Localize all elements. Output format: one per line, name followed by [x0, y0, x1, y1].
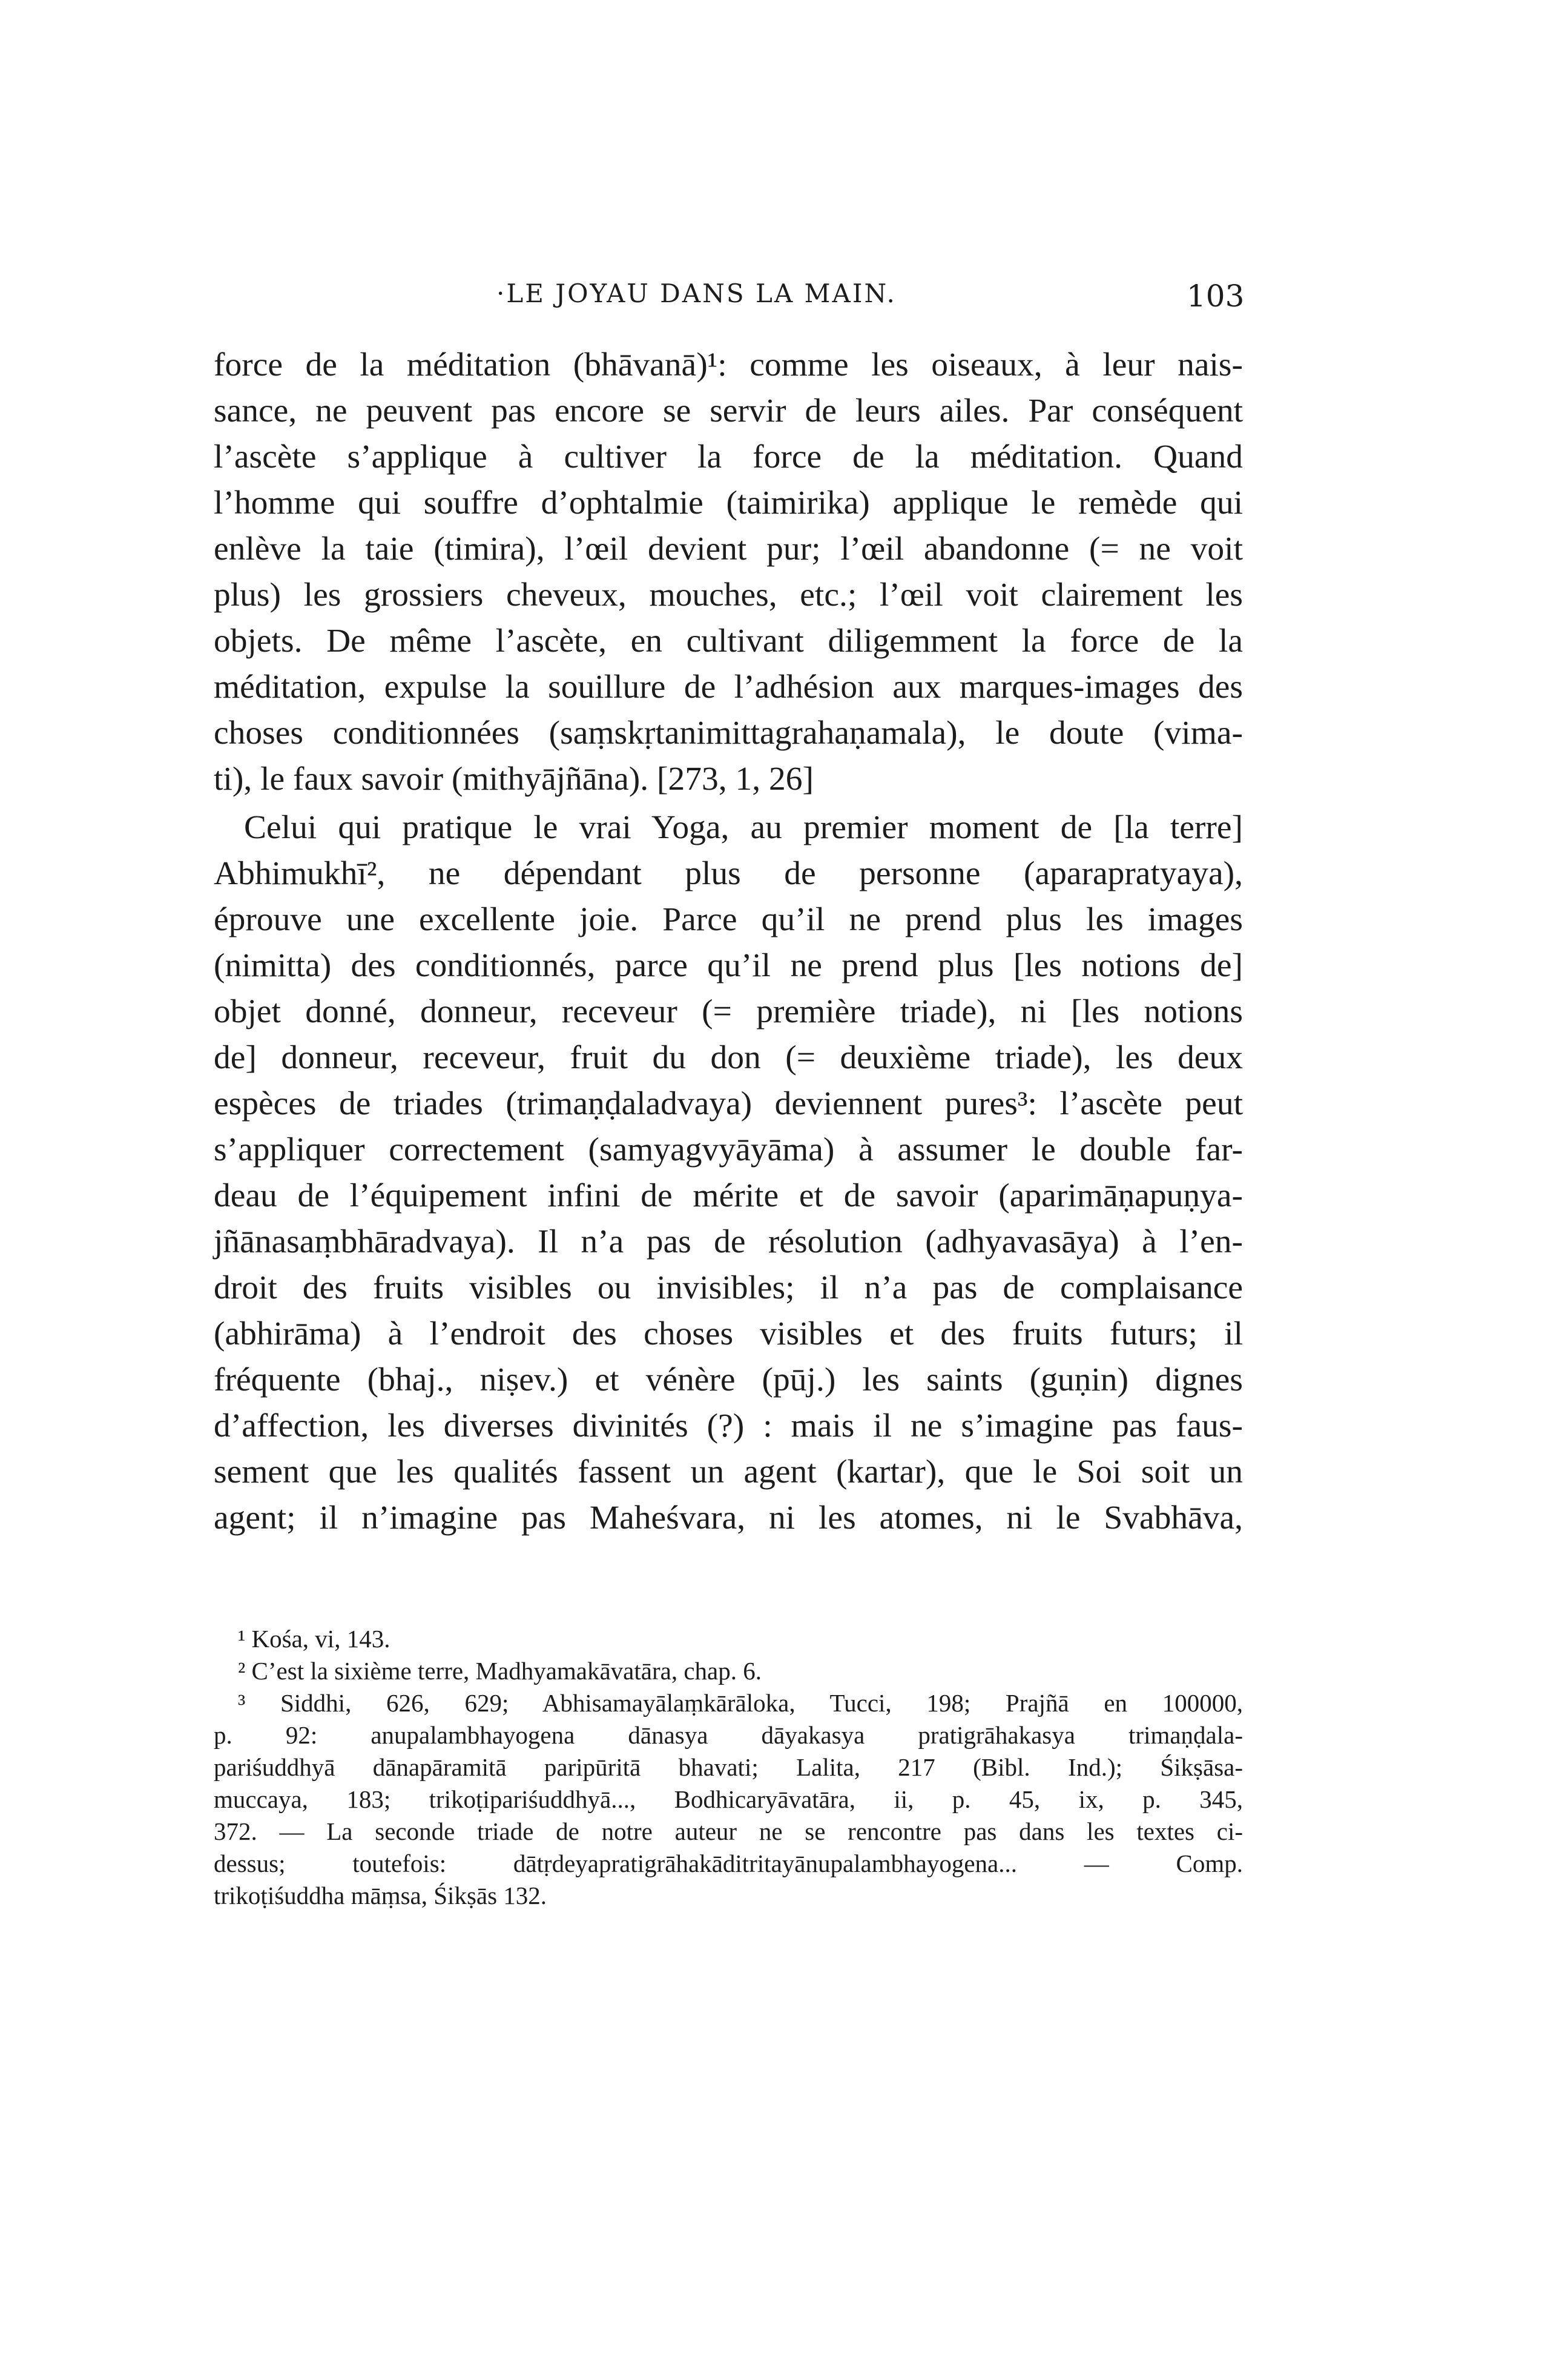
text-line: ti), le faux savoir (mithyājñāna). [273, 1, 26]	[214, 761, 814, 798]
footnote-line: ¹ Kośa, vi, 143.	[238, 1625, 390, 1653]
footnote-line: p. 92: anupalambhayogena dānasya dāyakasya pratigrāhakasya trimaṇḍala-	[214, 1721, 1243, 1749]
footnote-line: ² C’est la sixième terre, Madhyamakāvatāra, chap. 6.	[238, 1657, 762, 1685]
running-title: ·LE JOYAU DANS LA MAIN.	[496, 279, 897, 308]
text-line: d’affection, les diverses divinités (?) : mais il ne s’imagine pas faus-	[214, 1407, 1243, 1444]
text-line: Abhimukhī², ne dépendant plus de personne (aparapratyaya),	[214, 855, 1243, 892]
text-line: espèces de triades (trimaṇḍaladvaya) deviennent pures³: l’ascète peut	[214, 1085, 1243, 1122]
text-line: (abhirāma) à l’endroit des choses visibles et des fruits futurs; il	[214, 1315, 1243, 1352]
main-text	[214, 342, 1243, 1541]
text-line: s’appliquer correctement (samyagvyāyāma) à assumer le double far-	[214, 1131, 1243, 1168]
text-line: sance, ne peuvent pas encore se servir de leurs ailes. Par conséquent	[214, 392, 1243, 429]
footnote-line: ³ Siddhi, 626, 629; Abhisamayālaṃkārāloka, Tucci, 198; Prajñā en 100000,	[238, 1689, 1243, 1717]
page-number: 103	[1187, 279, 1245, 314]
text-line: Celui qui pratique le vrai Yoga, au premier moment de [la terre]	[244, 809, 1243, 846]
text-line: méditation, expulse la souillure de l’adhésion aux marques-images des	[214, 669, 1243, 706]
text-line: droit des fruits visibles ou invisibles; il n’a pas de complaisance	[214, 1269, 1243, 1306]
text-line: fréquente (bhaj., niṣev.) et vénère (pūj.) les saints (guṇin) dignes	[214, 1361, 1243, 1398]
footnote-line: pariśuddhyā dānapāramitā paripūritā bhavati; Lalita, 217 (Bibl. Ind.); Śikṣāsa-	[214, 1753, 1243, 1781]
footnote-line: trikoṭiśuddha māṃsa, Śikṣās 132.	[214, 1882, 547, 1909]
footnotes	[214, 1623, 1243, 1912]
text-line: deau de l’équipement infini de mérite et de savoir (aparimāṇapuṇya-	[214, 1177, 1243, 1214]
text-line: objet donné, donneur, receveur (= première triade), ni [les notions	[214, 993, 1243, 1030]
text-line: éprouve une excellente joie. Parce qu’il ne prend plus les images	[214, 901, 1243, 938]
text-line: (nimitta) des conditionnés, parce qu’il ne prend plus [les notions de]	[214, 947, 1243, 984]
text-line: l’ascète s’applique à cultiver la force de la méditation. Quand	[214, 438, 1243, 475]
footnote-line: 372. — La seconde triade de notre auteur ne se rencontre pas dans les textes ci-	[214, 1817, 1243, 1845]
text-line: force de la méditation (bhāvanā)¹: comme les oiseaux, à leur nais-	[214, 346, 1243, 383]
text-line: sement que les qualités fassent un agent (kartar), que le Soi soit un	[214, 1453, 1243, 1490]
text-line: objets. De même l’ascète, en cultivant diligemment la force de la	[214, 623, 1243, 659]
text-line: plus) les grossiers cheveux, mouches, etc.; l’œil voit clairement les	[214, 577, 1243, 613]
text-line: de] donneur, receveur, fruit du don (= deuxième triade), les deux	[214, 1039, 1243, 1076]
text-line: jñānasaṃbhāradvaya). Il n’a pas de résolution (adhyavasāya) à l’en-	[214, 1223, 1243, 1260]
footnote-line: dessus; toutefois: dātṛdeyapratigrāhakāditritayānupalambhayogena... — Comp.	[214, 1849, 1243, 1877]
text-line: agent; il n’imagine pas Maheśvara, ni les atomes, ni le Svabhāva,	[214, 1499, 1243, 1536]
text-line: enlève la taie (timira), l’œil devient pur; l’œil abandonne (= ne voit	[214, 531, 1243, 567]
text-line: choses conditionnées (saṃskṛtanimittagrahaṇamala), le doute (vima-	[214, 715, 1243, 752]
text-line: l’homme qui souffre d’ophtalmie (taimirika) applique le remède qui	[214, 484, 1243, 521]
footnote-line: muccaya, 183; trikoṭipariśuddhyā..., Bodhicaryāvatāra, ii, p. 45, ix, p. 345,	[214, 1785, 1243, 1813]
page-header	[0, 273, 1568, 315]
